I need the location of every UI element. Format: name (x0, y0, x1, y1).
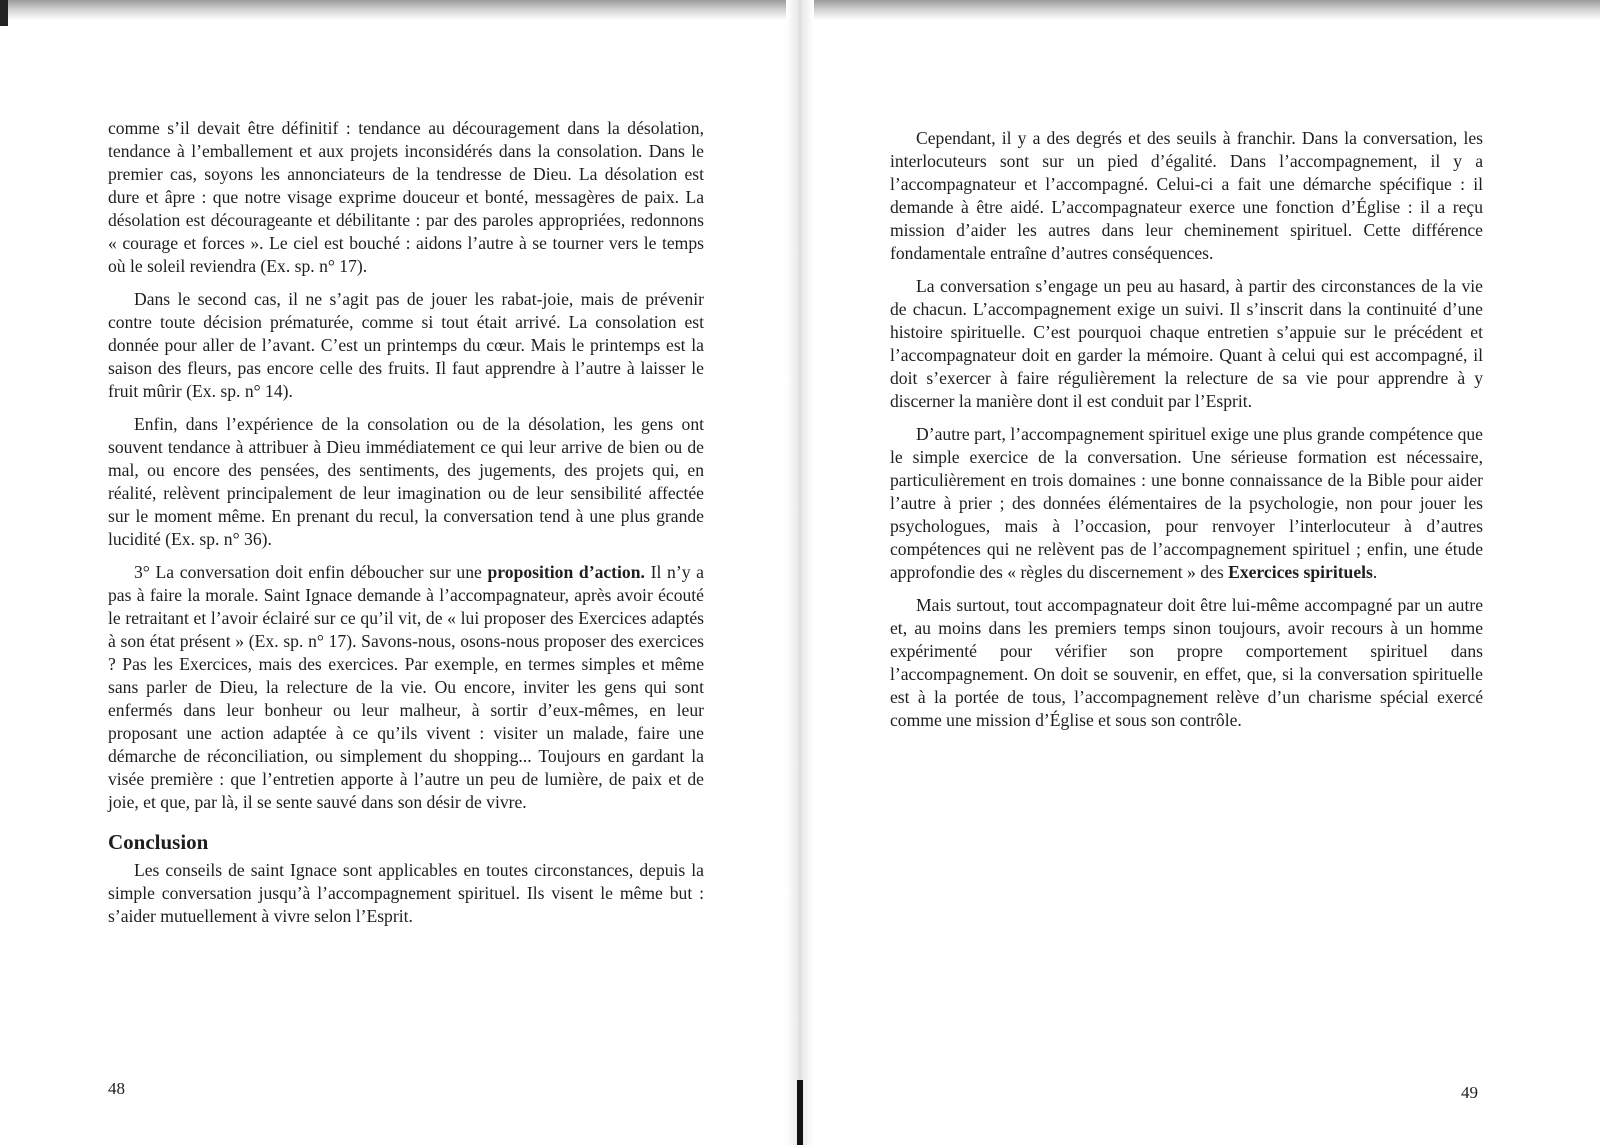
gutter-shadow-mark (797, 1080, 803, 1145)
bold-phrase: Exercices spirituels (1228, 562, 1373, 582)
bold-phrase: proposition d’action. (487, 562, 645, 582)
text-run: D’autre part, l’accompagnement spirituel exige une plus grande compétence que le simple exercice de la conversation. Une sérieuse formation est nécessaire, particulièrement en trois domaines : une bonne connaissance de la Bible pour aider l’autre à prier ; des données élémentaires de la psychologie, non pour jouer les psychologues, mais à l’occasion, pour renvoyer l’interlocuteur à d’autres compétences qui ne relèvent pas de l’accompagnement spirituel ; enfin, une étude approfondie des « règles du discernement » des (890, 424, 1483, 582)
paragraph (890, 423, 1483, 584)
book-gutter (786, 0, 814, 1145)
page-number: 48 (108, 1079, 125, 1098)
paragraph: comme s’il devait être définitif : tendance au découragement dans la désolation, tendance à l’emballement et aux projets inconsidérés dans la consolation. Dans le premier cas, soyons les annonciateurs de la tendresse de Dieu. La désolation est dure et âpre : que notre visage exprime douceur et bonté, messagères de paix. La désolation est décourageante et débilitante : par des paroles appropriées, redonnons « courage et forces ». Le ciel est bouché : aidons l’autre à se tourner vers le temps où le soleil reviendra (Ex. sp. n° 17). (108, 118, 704, 276)
left-page-text (108, 117, 704, 938)
paragraph (108, 561, 704, 814)
left-page (0, 0, 786, 1145)
paragraph: Enfin, dans l’expérience de la consolation ou de la désolation, les gens ont souvent tendance à attribuer à Dieu immédiatement ce qui leur arrive de bien ou de mal, ou encore des pensées, des sentiments, des jugements, des projets qui, en réalité, relèvent principalement de leur imagination ou de leur sensibilité affectée sur le moment même. En prenant du recul, la conversation tend à une plus grande lucidité (Ex. sp. n° 36). (108, 414, 704, 549)
text-run: 3° La conversation doit enfin déboucher sur une (134, 562, 488, 582)
paragraph: Dans le second cas, il ne s’agit pas de jouer les rabat-joie, mais de prévenir contre toute décision prématurée, comme si tout était arrivé. La consolation est donnée pour aller de l’avant. C’est un printemps du cœur. Mais le printemps est la saison des fleurs, pas encore celle des fruits. Il faut apprendre à l’autre à laisser le fruit mûrir (Ex. sp. n° 14). (108, 289, 704, 401)
text-run: . (1372, 562, 1378, 582)
page-number: 49 (1461, 1083, 1478, 1102)
section-heading: Conclusion (108, 830, 209, 854)
paragraph: Mais surtout, tout accompagnateur doit être lui-même accompagné par un autre et, au moins dans les premiers temps sinon toujours, avoir recours à un homme expérimenté pour vérifier son propre comportement spirituel dans l’accompagnement. On doit se souvenir, en effet, que, si la conversation spirituelle est à la portée de tous, l’accompagnement relève d’un charisme spécial exercé comme une mission d’Église et sous son contrôle. (890, 595, 1483, 730)
paragraph: Cependant, il y a des degrés et des seuils à franchir. Dans la conversation, les interlocuteurs sont sur un pied d’égalité. Dans l’accompagnement, il y a l’accompagnateur et l’accompagné. Celui-ci a fait une démarche spécifique : il demande à être aidé. L’accompagnateur exerce une fonction d’Église : il a reçu mission d’aider les autres dans leur cheminement spirituel. Cette différence fondamentale entraîne d’autres conséquences. (890, 128, 1483, 263)
right-page (814, 0, 1600, 1145)
right-page-text (890, 127, 1483, 742)
text-run: Il n’y a pas à faire la morale. Saint Ignace demande à l’accompagnateur, après avoir écouté le retraitant et l’avoir éclairé sur ce qu’il vit, de « lui proposer des Exercices adaptés à son état présent » (Ex. sp. n° 17). Savons-nous, osons-nous proposer des exercices ? Pas les Exercices, mais des exercices. Par exemple, en termes simples et même sans parler de Dieu, la relecture de la vie. Ou encore, inviter les gens qui sont enfermés dans leur bonheur ou leur malheur, à sortir d’eux-mêmes, en leur proposant une action adaptée à ce qu’ils vivent : visiter un malade, faire une démarche de réconciliation, ou simplement du shopping... Toujours en gardant la visée première : que l’entretien apporte à l’autre un peu de lumière, de paix et de joie, et que, par là, il se sente sauvé dans son désir de vivre. (108, 562, 704, 812)
paragraph: Les conseils de saint Ignace sont applicables en toutes circonstances, depuis la simple conversation jusqu’à l’accompagnement spirituel. Ils visent le même but : s’aider mutuellement à vivre selon l’Esprit. (108, 860, 704, 926)
paragraph: La conversation s’engage un peu au hasard, à partir des circonstances de la vie de chacun. L’accompagnement exige un suivi. Il s’inscrit dans la continuité d’une histoire spirituelle. C’est pourquoi chaque entretien s’appuie sur le précédent et l’accompagnateur doit en garder la mémoire. Quant à celui qui est accompagné, il doit s’exercer à faire régulièrement la relecture de sa vie pour apprendre à y discerner la manière dont il est conduit par l’Esprit. (890, 276, 1483, 411)
